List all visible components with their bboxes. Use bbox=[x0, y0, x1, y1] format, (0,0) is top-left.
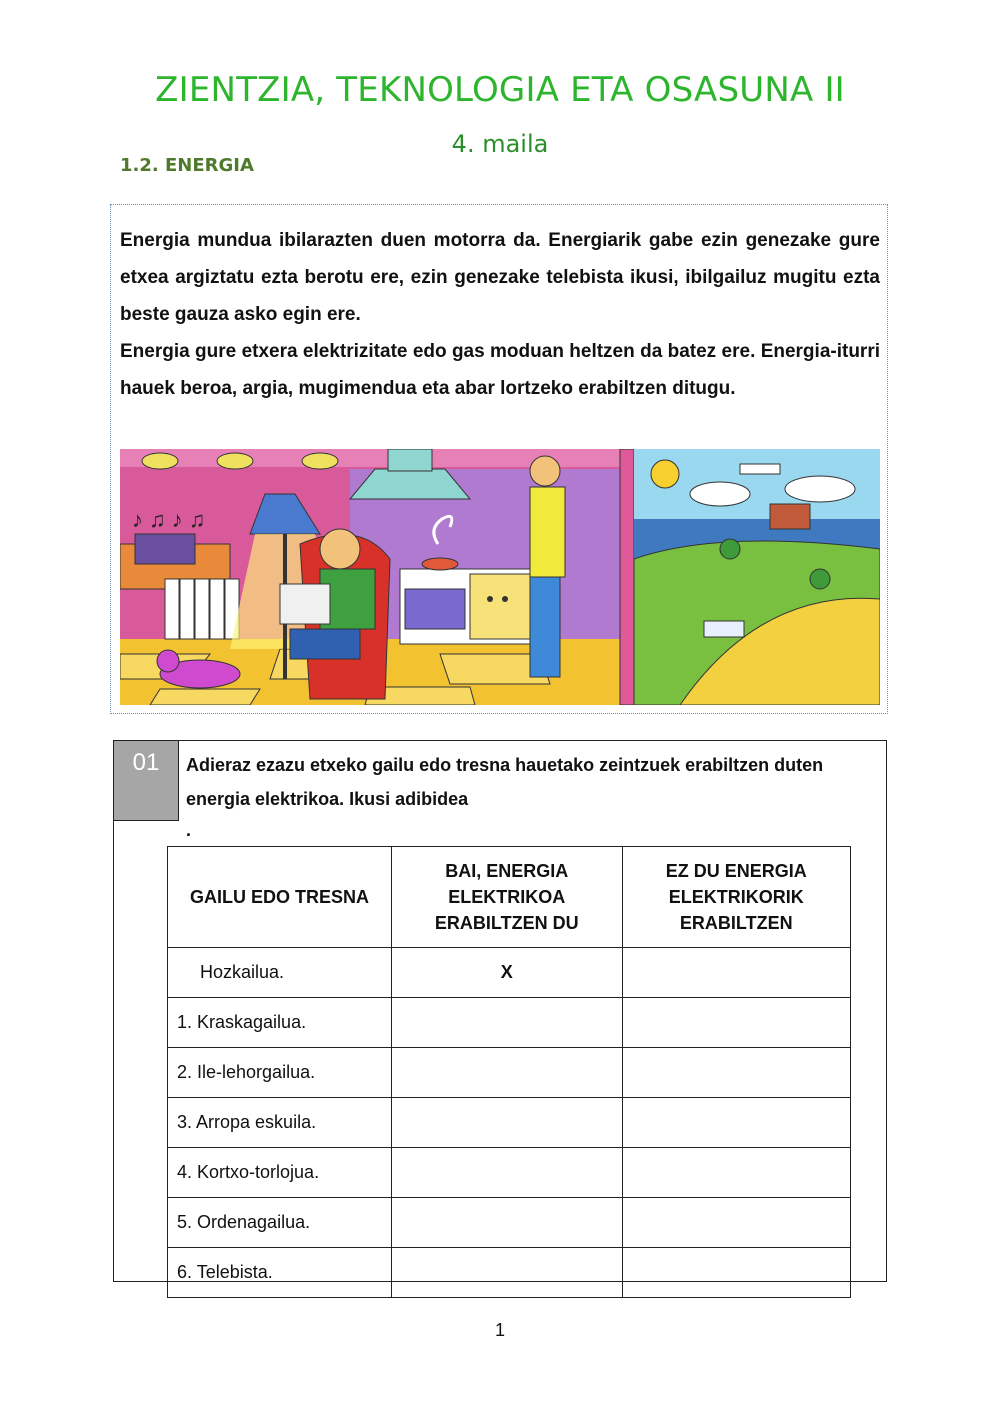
radiator-icon bbox=[165, 579, 239, 639]
cloud-icon bbox=[785, 476, 855, 502]
cloud-icon bbox=[690, 482, 750, 506]
tree-icon bbox=[810, 569, 830, 589]
table-row bbox=[168, 1198, 851, 1248]
header-no-electricity: EZ DU ENERGIA ELEKTRIKORIK ERABILTZEN bbox=[622, 847, 850, 948]
ceiling-light-icon bbox=[217, 453, 253, 469]
page-title: ZIENTZIA, TEKNOLOGIA ETA OSASUNA II bbox=[155, 70, 845, 110]
music-notes-icon: ♪ ♫ ♪ ♫ bbox=[132, 507, 206, 532]
yes-cell[interactable] bbox=[392, 1098, 623, 1148]
no-cell[interactable] bbox=[622, 1048, 850, 1098]
no-cell[interactable] bbox=[622, 1198, 850, 1248]
radio-icon bbox=[135, 534, 195, 564]
home-energy-illustration bbox=[120, 449, 880, 705]
devices-table bbox=[167, 846, 851, 1298]
no-cell[interactable] bbox=[622, 998, 850, 1048]
table-row bbox=[168, 998, 851, 1048]
sun-icon bbox=[651, 460, 679, 488]
page-number: 1 bbox=[494, 1320, 505, 1340]
table-row-example bbox=[168, 948, 851, 998]
header-uses-electricity: BAI, ENERGIA ELEKTRIKOA ERABILTZEN DU bbox=[392, 847, 623, 948]
yes-cell[interactable] bbox=[392, 1198, 623, 1248]
ceiling-light-icon bbox=[142, 453, 178, 469]
yes-cell[interactable] bbox=[392, 1048, 623, 1098]
yes-cell[interactable]: X bbox=[392, 948, 623, 998]
table-row bbox=[168, 1098, 851, 1148]
pot-icon bbox=[422, 558, 458, 570]
yes-cell[interactable] bbox=[392, 1148, 623, 1198]
header-device: GAILU EDO TRESNA bbox=[168, 847, 392, 948]
exercise-instruction: Adieraz ezazu etxeko gailu edo tresna hauetako zeintzuek erabiltzen duten energia elektrikoa. Ikusi adibidea bbox=[186, 755, 824, 809]
grade-level: 4. maila bbox=[451, 130, 549, 158]
woman-reading-icon bbox=[320, 529, 360, 569]
ceiling-light-icon bbox=[302, 453, 338, 469]
device-cell: 5. Ordenagailua. bbox=[168, 1198, 392, 1248]
yes-cell[interactable] bbox=[392, 998, 623, 1048]
no-cell[interactable] bbox=[622, 1148, 850, 1198]
car-icon bbox=[704, 621, 744, 637]
man-cooking-icon bbox=[530, 456, 560, 486]
intro-paragraph-1: Energia mundua ibilarazten duen motorra da. Energiarik gabe ezin genezake gure etxea argiztatu ezta berotu ere, ezin genezake telebista ikusi, ibilgailuz mugitu ezta beste gauza asko egin ere. bbox=[120, 230, 880, 325]
factory-icon bbox=[770, 504, 810, 529]
table-row bbox=[168, 1048, 851, 1098]
device-cell: 1. Kraskagailua. bbox=[168, 998, 392, 1048]
intro-text bbox=[120, 222, 880, 407]
device-cell: 4. Kortxo-torlojua. bbox=[168, 1148, 392, 1198]
table-header-row bbox=[168, 847, 851, 948]
exercise-number: 01 bbox=[113, 740, 179, 821]
section-heading: 1.2. ENERGIA bbox=[120, 155, 254, 176]
device-cell: 2. Ile-lehorgailua. bbox=[168, 1048, 392, 1098]
no-cell[interactable] bbox=[622, 1248, 850, 1298]
exercise-trailing-dot: . bbox=[186, 820, 192, 840]
yes-cell[interactable] bbox=[392, 1248, 623, 1298]
device-cell: Hozkailua. bbox=[168, 948, 392, 998]
no-cell[interactable] bbox=[622, 1098, 850, 1148]
tree-icon bbox=[720, 539, 740, 559]
airplane-icon bbox=[740, 464, 780, 474]
no-cell[interactable] bbox=[622, 948, 850, 998]
table-row bbox=[168, 1148, 851, 1198]
table-row bbox=[168, 1248, 851, 1298]
device-cell: 3. Arropa eskuila. bbox=[168, 1098, 392, 1148]
device-cell: 6. Telebista. bbox=[168, 1248, 392, 1298]
book-icon bbox=[280, 584, 330, 624]
intro-paragraph-2: Energia gure etxera elektrizitate edo gas moduan heltzen da batez ere. Energia-iturri hauek beroa, argia, mugimendua eta abar lortzeko erabiltzen ditugu. bbox=[120, 341, 880, 399]
